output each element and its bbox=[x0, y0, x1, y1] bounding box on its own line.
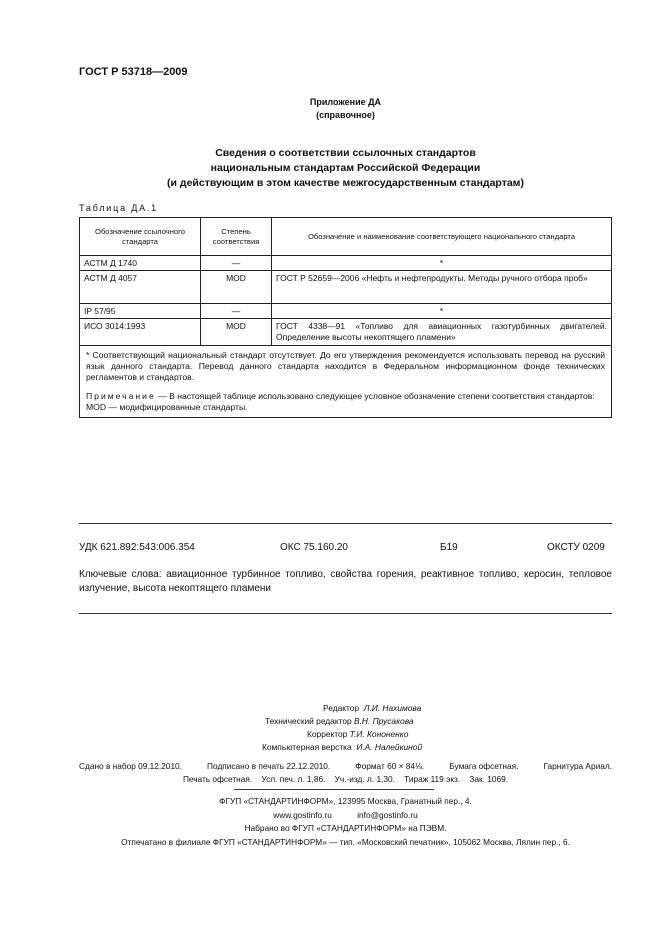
table-label: Таблица ДА.1 bbox=[79, 203, 158, 213]
print-type: Печать офсетная. bbox=[182, 774, 253, 784]
typeface: Гарнитура Ариал. bbox=[543, 761, 612, 771]
divider bbox=[234, 789, 434, 790]
document-code: ГОСТ Р 53718—2009 bbox=[79, 66, 188, 78]
cell-national: ГОСТ Р 52659—2006 «Нефть и нефтепродукты. Методы ручного отбора проб» bbox=[272, 271, 612, 304]
annex-title: Приложение ДА bbox=[309, 97, 382, 107]
credit-name: Л.И. Нахимова bbox=[363, 703, 422, 713]
print-sheets: Усл. печ. л. 1,86. bbox=[261, 774, 326, 784]
footnote: * Соответствующий национальный стандарт отсутствует. До его утверждения рекомендуется использовать перевод на русский язык данного стандарта. Перевод данного стандарта находится в Федеральном информационном фонде технических регламентов и стандартов. bbox=[86, 350, 605, 382]
format: Формат 60 × 84⅛. bbox=[355, 761, 425, 771]
printed-info: Отпечатано в филиале ФГУП «СТАНДАРТИНФОРМ» — тип. «Московский печатник», 105062 Москва, Лялин пер., 6. bbox=[121, 836, 570, 847]
group-code: Б19 bbox=[440, 542, 458, 553]
credit-name: И.А. Налейкиной bbox=[356, 742, 423, 752]
header-ref-standard: Обозначение ссылочного стандарта bbox=[80, 218, 201, 256]
cell-degree: MOD bbox=[201, 271, 272, 304]
divider bbox=[79, 523, 612, 524]
cell-ref: АСТМ Д 1740 bbox=[80, 256, 201, 271]
credit-proofreader bbox=[307, 728, 507, 741]
publishing-line bbox=[79, 773, 612, 786]
cell-ref: IP 57/95 bbox=[80, 304, 201, 319]
order-number: Зак. 1069. bbox=[469, 774, 509, 784]
table-notes-row bbox=[80, 346, 612, 418]
set-date: Сдано в набор 09.12.2010. bbox=[79, 761, 182, 771]
section-title-line: национальным стандартам Российской Федерации bbox=[210, 162, 481, 174]
okstu-code: ОКСТУ 0209 bbox=[547, 542, 605, 553]
cell-national: * bbox=[272, 304, 612, 319]
section-title bbox=[0, 146, 661, 191]
publisher-footer bbox=[0, 795, 661, 849]
credit-role: Компьютерная верстка bbox=[262, 742, 352, 752]
publishing-line bbox=[79, 760, 612, 773]
typeset-info: Набрано во ФГУП «СТАНДАРТИНФОРМ» на ПЭВМ. bbox=[244, 823, 447, 833]
reference-standards-table bbox=[79, 217, 612, 418]
note-mod: MOD — модифицированные стандарты. bbox=[86, 402, 248, 412]
annex-heading bbox=[0, 96, 661, 122]
table-row bbox=[80, 304, 612, 319]
paper: Бумага офсетная. bbox=[449, 761, 519, 771]
credit-editor bbox=[323, 702, 523, 715]
signed-date: Подписано в печать 22.12.2010. bbox=[207, 761, 331, 771]
print-run: Тираж 119 экз. bbox=[404, 774, 461, 784]
credit-tech-editor bbox=[265, 715, 525, 728]
table-row bbox=[80, 319, 612, 346]
cell-national: ГОСТ 4338—91 «Топливо для авиационных газотурбинных двигателей. Определение высоты некоптящего пламени» bbox=[272, 319, 612, 346]
cell-degree: — bbox=[201, 256, 272, 271]
oks-code: ОКС 75.160.20 bbox=[280, 542, 348, 553]
website-link[interactable]: www.gostinfo.ru bbox=[273, 809, 332, 820]
credits bbox=[0, 702, 661, 754]
email-link[interactable]: info@gostinfo.ru bbox=[357, 809, 418, 820]
section-title-line: Сведения о соответствии ссылочных стандартов bbox=[215, 147, 476, 159]
table-header-row bbox=[80, 218, 612, 256]
contact-line bbox=[0, 809, 661, 823]
credit-name: Т.И. Кононенко bbox=[349, 729, 409, 739]
divider bbox=[79, 613, 612, 614]
header-national-standard: Обозначение и наименование соответствующего национального стандарта bbox=[272, 218, 612, 256]
udk-code: УДК 621.892:543:006.354 bbox=[79, 542, 195, 553]
cell-ref: ИСО 3014:1993 bbox=[80, 319, 201, 346]
org-address: ФГУП «СТАНДАРТИНФОРМ», 123995 Москва, Гранатный пер., 4. bbox=[219, 796, 472, 806]
cell-degree: MOD bbox=[201, 319, 272, 346]
credit-role: Корректор bbox=[307, 729, 348, 739]
section-title-line: (и действующим в этом качестве межгосударственным стандартам) bbox=[167, 177, 524, 189]
note-text: — В настоящей таблице использовано следующее условное обозначение степени соответствия стандартов: bbox=[155, 391, 595, 401]
cell-national: * bbox=[272, 256, 612, 271]
credit-role: Технический редактор bbox=[265, 716, 352, 726]
table-row bbox=[80, 256, 612, 271]
pub-sheets: Уч.-изд. л. 1,30. bbox=[334, 774, 395, 784]
table-row bbox=[80, 271, 612, 304]
publishing-info bbox=[79, 760, 612, 786]
credit-layout bbox=[262, 741, 522, 754]
cell-ref: АСТМ Д 4057 bbox=[80, 271, 201, 304]
cell-degree: — bbox=[201, 304, 272, 319]
table-notes bbox=[80, 346, 612, 418]
annex-subtitle: (справочное) bbox=[316, 110, 375, 120]
header-degree: Степень соответствия bbox=[201, 218, 272, 256]
note-label: Примечание bbox=[86, 391, 156, 401]
credit-name: В.Н. Прусакова bbox=[353, 716, 414, 726]
note bbox=[86, 391, 605, 402]
keywords: Ключевые слова: авиационное турбинное топливо, свойства горения, реактивное топливо, керосин, тепловое излучение, высота некоптящего пламени bbox=[79, 569, 612, 594]
credit-role: Редактор bbox=[323, 703, 360, 713]
